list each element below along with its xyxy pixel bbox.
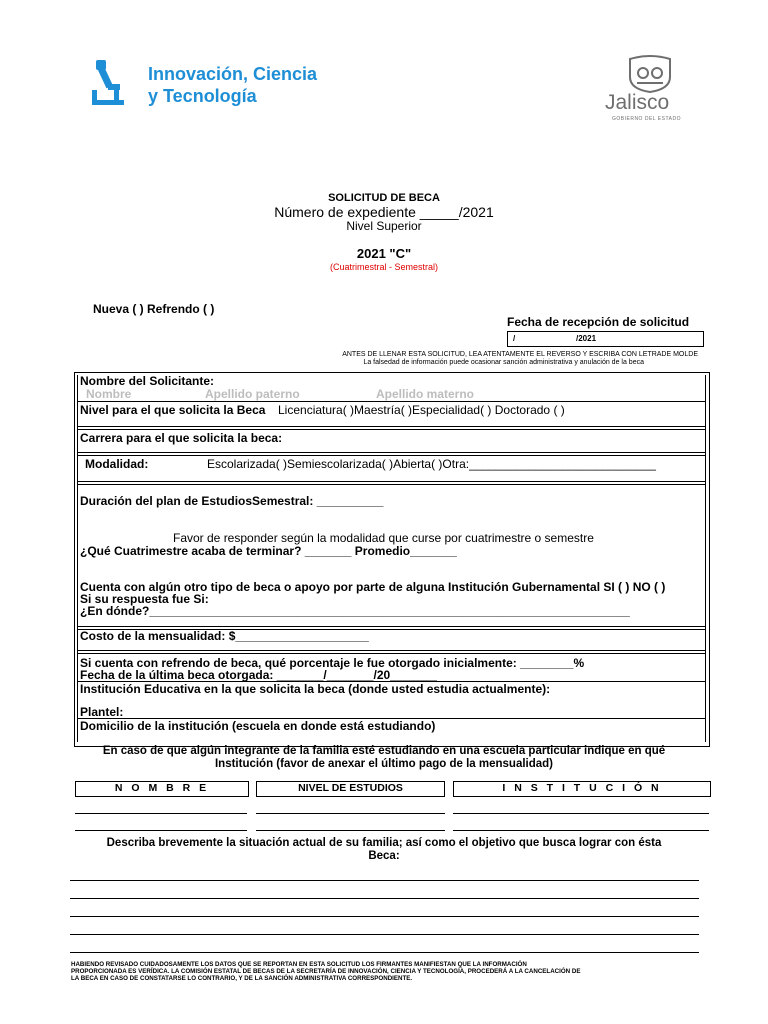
modalidad-label: Modalidad: <box>85 457 149 471</box>
favor-note: Favor de responder según la modalidad que curse por cuatrimestre o semestre <box>173 531 594 545</box>
col-nivel-header: NIVEL DE ESTUDIOS <box>256 781 445 797</box>
footer-disclaimer <box>71 961 701 982</box>
describa-write-line[interactable] <box>70 916 699 917</box>
familia-row-line[interactable] <box>453 830 709 831</box>
jalisco-subtitle: GOBIERNO DEL ESTADO <box>612 116 681 122</box>
nombre-hint: Nombre <box>86 387 132 401</box>
fecha-ultima-field[interactable]: Fecha de la última beca otorgada: _______/_______/20_______ <box>80 668 437 682</box>
col-institucion-header: I N S T I T U C I Ó N <box>453 781 711 797</box>
footer-line3: LA BECA EN CASO DE CONSTATARSE LO CONTRARIO, Y DE LA SANCIÓN ADMINISTRATIVA CORRESPONDIENTE. <box>71 975 413 982</box>
familia-row-line[interactable] <box>75 830 247 831</box>
describa-write-line[interactable] <box>70 880 699 881</box>
icyt-logo <box>88 58 378 108</box>
fecha-recepcion-label: Fecha de recepción de solicitud <box>507 315 690 329</box>
costo-field[interactable]: Costo de la mensualidad: $____________________ <box>80 629 369 643</box>
familia-row-line[interactable] <box>453 813 709 814</box>
describa-line1: Describa brevemente la situación actual de su familia; así como el objetivo que busca lograr con ésta <box>106 837 662 849</box>
familia-row-line[interactable] <box>75 813 247 814</box>
refrendo-field[interactable]: Si cuenta con refrendo de beca, qué porcentaje le fue otorgado inicialmente: ________% <box>80 656 585 670</box>
nivel-superior: Nivel Superior <box>346 219 422 233</box>
describa-write-line[interactable] <box>70 934 699 935</box>
familia-row-line[interactable] <box>256 830 445 831</box>
org-name-line2: y Tecnología <box>148 86 257 106</box>
nueva-refrendo-options[interactable]: Nueva ( ) Refrendo ( ) <box>93 302 215 316</box>
en-donde-field[interactable]: ¿En dónde?________________________________________________________________________ <box>80 604 630 618</box>
apellido-paterno-hint: Apellido paterno <box>205 387 300 401</box>
periodo-subtitle: (Cuatrimestral - Semestral) <box>329 262 439 272</box>
describa-line2: Beca: <box>368 850 400 862</box>
instructions-line1: ANTES DE LLENAR ESTA SOLICITUD, LEA ATENTAMENTE EL REVERSO Y ESCRIBA CON LETRADE MOLDE <box>342 351 698 358</box>
institucion-field[interactable]: Institución Educativa en la que solicita la beca (donde usted estudia actualmente): <box>80 682 551 696</box>
org-name-line1: Innovación, Ciencia <box>148 64 318 84</box>
modalidad-options[interactable]: Escolarizada( )Semiescolarizada( )Abierta( )Otra:____________________________ <box>207 457 656 471</box>
jalisco-seal-icon <box>625 55 675 93</box>
expediente-number: Número de expediente _____/2021 <box>274 204 494 220</box>
domicilio-field[interactable]: Domicilio de la institución (escuela en donde está estudiando) <box>80 719 436 733</box>
apellido-materno-hint: Apellido materno <box>376 387 475 401</box>
nivel-label: Nivel para el que solicita la Beca <box>80 403 266 417</box>
col-nombre-header: N O M B R E <box>75 781 249 797</box>
duracion-field[interactable]: Duración del plan de EstudiosSemestral: __________ <box>80 494 384 508</box>
familia-text1: En caso de que algún integrante de la familia esté estudiando en una escuela particular indique en qué <box>102 745 666 757</box>
familia-row-line[interactable] <box>256 813 445 814</box>
microscope-icon <box>88 58 128 108</box>
periodo: 2021 "C" <box>356 246 412 261</box>
fecha-slash: / <box>513 334 516 343</box>
carrera-field[interactable]: Carrera para el que solicita la beca: <box>80 431 283 445</box>
familia-text2: Institución (favor de anexar el último pago de la mensualidad) <box>214 758 554 770</box>
footer-line2: PROPORCIONADA ES VERÍDICA. LA COMISIÓN ESTATAL DE BECAS DE LA SECRETARÍA DE INNOVACIÓN, CIENCIA Y TECNOLOGÍA, PROCEDERÁ A LA CANCELACIÓN DE <box>71 968 581 975</box>
nivel-options[interactable]: Licenciatura( )Maestría( )Especialidad( ) Doctorado ( ) <box>278 403 565 417</box>
cuatrimestre-field[interactable]: ¿Qué Cuatrimestre acaba de terminar? _______ Promedio_______ <box>80 544 457 558</box>
fecha-year: /2021 <box>576 334 597 343</box>
form-heading: SOLICITUD DE BECA <box>328 192 440 204</box>
plantel-field[interactable]: Plantel: <box>80 705 124 719</box>
si-respuesta-label: Si su respuesta fue Si: <box>80 592 209 606</box>
describa-write-line[interactable] <box>70 898 699 899</box>
nombre-label: Nombre del Solicitante: <box>80 374 215 388</box>
otra-beca-field[interactable]: Cuenta con algún otro tipo de beca o apoyo por parte de alguna Institución Gubernamental SI ( ) NO ( ) <box>80 580 666 594</box>
jalisco-wordmark: Jalisco <box>605 91 670 114</box>
instructions-line2: La falsedad de información puede ocasionar sanción administrativa y anulación de la beca <box>363 359 644 366</box>
footer-line1: HABIENDO REVISADO CUIDADOSAMENTE LOS DATOS QUE SE REPORTAN EN ESTA SOLICITUD LOS FIRMANTES MANIFIESTAN QUE LA INFORMACIÓN <box>71 961 527 968</box>
describa-write-line[interactable] <box>70 952 699 953</box>
fecha-recepcion-box[interactable] <box>507 331 704 347</box>
jalisco-logo <box>600 55 700 125</box>
